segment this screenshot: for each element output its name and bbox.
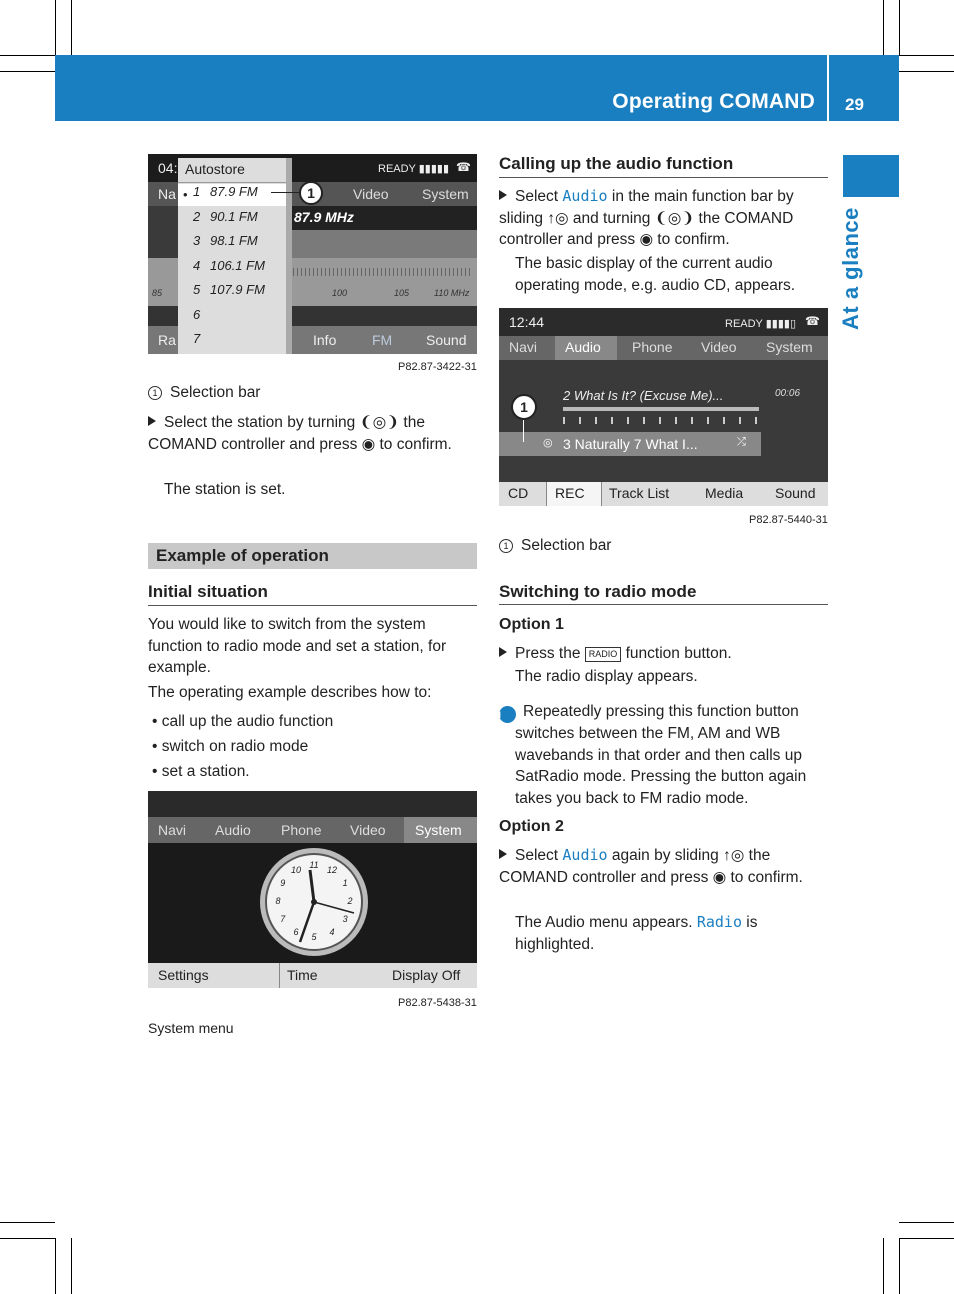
menu-item-audio: Audio (215, 822, 251, 838)
heading-rule (148, 605, 477, 606)
crop-mark (55, 1238, 56, 1294)
bottom-item-track-list: Track List (609, 485, 670, 501)
ready-indicator: READY ▮▮▮▮▯ (725, 318, 797, 330)
station-item[interactable]: 87.9 FM (210, 184, 258, 199)
progress-bar (563, 407, 759, 411)
arrow-icon (499, 190, 507, 200)
bottom-item-radio: Ra (158, 332, 176, 348)
screen-band (288, 230, 477, 258)
ready-indicator: READY ▮▮▮▮▮ (378, 163, 450, 175)
station-item[interactable]: 98.1 FM (210, 233, 258, 248)
phone-icon: ☎ (805, 314, 820, 328)
station-number: 4 (193, 257, 201, 273)
controller-slide-icon: ↑◎ (547, 209, 569, 227)
step-text: the COMAND controller and press (499, 847, 771, 886)
clock-text: 12:44 (509, 314, 545, 330)
bullet-text: call up the audio function (161, 713, 334, 730)
callout-marker: 1 (299, 181, 323, 205)
step-text: Select (515, 847, 559, 864)
caption-text: Selection bar (170, 384, 261, 401)
menu-term-radio: Radio (696, 913, 742, 931)
clock-numeral: 12 (326, 864, 337, 875)
crop-mark (883, 1238, 884, 1294)
bullet-item: • call up the audio function (152, 713, 334, 730)
step-result: The basic display of the current audio operating mode, e.g. audio CD, appears. (515, 255, 796, 294)
step-result: The radio display appears. (515, 668, 698, 685)
current-frequency: 87.9 MHz (294, 209, 354, 225)
caption-selection-bar (499, 535, 611, 557)
step-select-audio (499, 186, 831, 251)
radio-screen-figure (148, 154, 477, 354)
number-circle: 1 (148, 386, 162, 400)
caption-text: Selection bar (521, 537, 612, 554)
crop-mark (71, 1238, 72, 1294)
bullet-text: set a station. (161, 763, 250, 780)
controller-slide-icon: ↑◎ (723, 847, 745, 864)
info-icon: i (499, 706, 516, 723)
controller-press-icon: ◉ (712, 868, 727, 886)
menu-item-phone: Phone (632, 339, 673, 355)
autostore-title: Autostore (185, 161, 245, 177)
subsection-title: Calling up the audio function (499, 154, 734, 173)
crop-mark (0, 71, 55, 72)
menu-item-video: Video (350, 822, 386, 838)
bottom-item-settings: Settings (158, 967, 209, 983)
crop-mark (899, 1238, 954, 1239)
scale-label: 110 MHz (434, 288, 470, 298)
heading-rule (499, 177, 828, 178)
step-text: the COMAND controller and press (148, 414, 425, 453)
clock-numeral: 7 (280, 914, 286, 924)
menu-item-system: System (415, 822, 462, 838)
crop-mark (899, 0, 900, 55)
controller-turn-icon: ❨◎❩ (654, 209, 695, 227)
station-item[interactable]: 90.1 FM (210, 208, 258, 224)
menu-item-system: System (422, 186, 469, 202)
crop-mark (899, 71, 954, 72)
figure-ref: P82.87-3422-31 (398, 361, 477, 373)
step-text: again by sliding (611, 847, 719, 864)
bottom-item-rec: REC (555, 485, 585, 501)
station-number: 6 (193, 306, 201, 322)
clock-numeral: 2 (347, 896, 353, 906)
menu-term-audio: Audio (562, 187, 608, 205)
subsection-title: Switching to radio mode (499, 582, 697, 601)
step-text: to confirm. (657, 231, 730, 248)
crop-mark (883, 0, 884, 55)
crop-mark (899, 1222, 954, 1223)
crop-mark (55, 0, 56, 55)
bottom-divider (279, 963, 280, 988)
step-text: the COMAND controller and press (499, 209, 794, 248)
bottom-item-media: Media (705, 485, 744, 501)
clock-numeral: 8 (275, 896, 281, 906)
paragraph: You would like to switch from the system function to radio mode and set a station, for example. (148, 616, 447, 676)
step-text: Select the station by turning (164, 414, 356, 431)
clock-numeral: 11 (309, 860, 319, 870)
station-number: 3 (193, 233, 201, 248)
subsection-title: Initial situation (148, 582, 268, 601)
bottom-item-display-off: Display Off (392, 967, 461, 983)
arrow-icon (499, 849, 507, 859)
audio-screen-figure (499, 308, 828, 506)
header-divider (827, 55, 829, 121)
clock-numeral: 10 (290, 864, 301, 875)
page-number: 29 (845, 95, 864, 114)
clock-numeral: 5 (311, 932, 317, 942)
menu-item-navi: Na (158, 186, 176, 202)
info-note (499, 701, 831, 809)
info-text: Repeatedly pressing this function button switches between the FM, AM and WB wavebands in that order and then calls up SatRadio mode. Pressing the button again takes you back to FM radio mode. (515, 703, 807, 807)
menu-item-video: Video (701, 339, 737, 355)
step-result (515, 912, 830, 955)
clock-numeral: 9 (280, 878, 286, 888)
clock-numeral: 3 (342, 914, 348, 924)
station-number: 5 (193, 282, 201, 297)
step-select-station (148, 412, 478, 455)
clock-text: 04: (158, 160, 178, 176)
step-text: The Audio menu appears. (515, 914, 693, 931)
paragraph: The operating example describes how to: (148, 684, 432, 701)
cd-icon: ◎ (543, 437, 553, 449)
page-title: Operating COMAND (612, 90, 815, 113)
next-track: 3 Naturally 7 What I... (563, 436, 698, 452)
bottom-item-info: Info (313, 332, 337, 348)
heading-rule (499, 604, 828, 605)
station-number: 1 (193, 184, 201, 199)
scale-ticks (293, 268, 473, 276)
bottom-item-cd: CD (508, 485, 529, 501)
callout-marker: 1 (511, 394, 537, 420)
menu-item-system: System (766, 339, 813, 355)
bottom-item-time: Time (287, 967, 318, 983)
current-track: 2 What Is It? (Excuse Me)... (563, 388, 724, 403)
station-item[interactable]: 107.9 FM (210, 282, 265, 297)
crop-mark (71, 0, 72, 55)
clock-numeral: 1 (342, 878, 348, 888)
step-select-audio-again (499, 845, 831, 888)
station-item[interactable]: 106.1 FM (210, 257, 265, 273)
section-title: Example of operation (148, 543, 477, 569)
bullet-item: • set a station. (152, 763, 250, 780)
menu-item-video: Video (353, 186, 389, 202)
station-number: 7 (193, 331, 201, 346)
step-text: and turning (572, 209, 651, 227)
crop-mark (899, 1238, 900, 1294)
step-text: Select (515, 188, 559, 205)
crop-mark (0, 1238, 55, 1239)
figure-ref: P82.87-5440-31 (749, 514, 828, 526)
step-text: is highlighted. (515, 914, 758, 953)
arrow-icon (148, 416, 156, 426)
bullet: • (183, 187, 188, 202)
menu-item-navi: Navi (158, 822, 187, 838)
step-text: to confirm. (730, 868, 803, 886)
step-text: function button. (625, 645, 732, 662)
step-text: Press the (515, 645, 581, 662)
controller-press-icon: ◉ (639, 231, 653, 248)
phone-icon: ☎ (456, 160, 471, 174)
figure-caption: System menu (148, 1020, 234, 1036)
option-heading: Option 2 (499, 818, 564, 835)
caption-selection-bar (148, 382, 260, 404)
crop-mark (0, 55, 55, 56)
option-heading: Option 1 (499, 616, 564, 633)
system-menu-figure (148, 791, 477, 988)
step-text: in the main function bar by sliding (499, 188, 794, 227)
bottom-item-sound: Sound (426, 332, 467, 348)
clock-numeral: 4 (329, 927, 335, 938)
step-result: The station is set. (164, 481, 286, 498)
figure-ref: P82.87-5438-31 (398, 997, 477, 1009)
menu-item-audio: Audio (565, 339, 601, 355)
mix-icon: ⤮ (737, 436, 746, 448)
station-number: 2 (193, 208, 201, 224)
number-circle: 1 (499, 539, 513, 553)
side-tab (843, 155, 899, 197)
scale-label: 85 (152, 288, 163, 298)
callout-line (271, 192, 301, 193)
scale-label: 100 (332, 288, 348, 298)
elapsed-time: 00:06 (775, 388, 801, 399)
scrollbar (286, 158, 292, 354)
radio-button-icon: RADIO (585, 647, 622, 662)
bullet-item: • switch on radio mode (152, 738, 309, 755)
crop-mark (0, 1222, 55, 1223)
step-text: to confirm. (379, 435, 452, 453)
controller-press-icon: ◉ (361, 435, 376, 453)
bullet-text: switch on radio mode (161, 738, 309, 755)
menu-item-phone: Phone (281, 822, 322, 838)
menu-term-audio: Audio (562, 846, 608, 864)
clock-numeral: 6 (293, 927, 299, 938)
arrow-icon (499, 647, 507, 657)
crop-mark (899, 55, 954, 56)
scale-label: 105 (394, 288, 410, 298)
controller-turn-icon: ❨◎❩ (359, 414, 400, 431)
bottom-item-fm: FM (372, 332, 393, 348)
side-tab-label: At a glance (838, 207, 863, 330)
page-header (55, 55, 899, 121)
progress-ticks (563, 417, 763, 424)
menu-item-navi: Navi (509, 339, 538, 355)
list-divider (178, 182, 286, 183)
bottom-item-sound: Sound (775, 485, 816, 501)
step-press-radio (499, 643, 732, 665)
